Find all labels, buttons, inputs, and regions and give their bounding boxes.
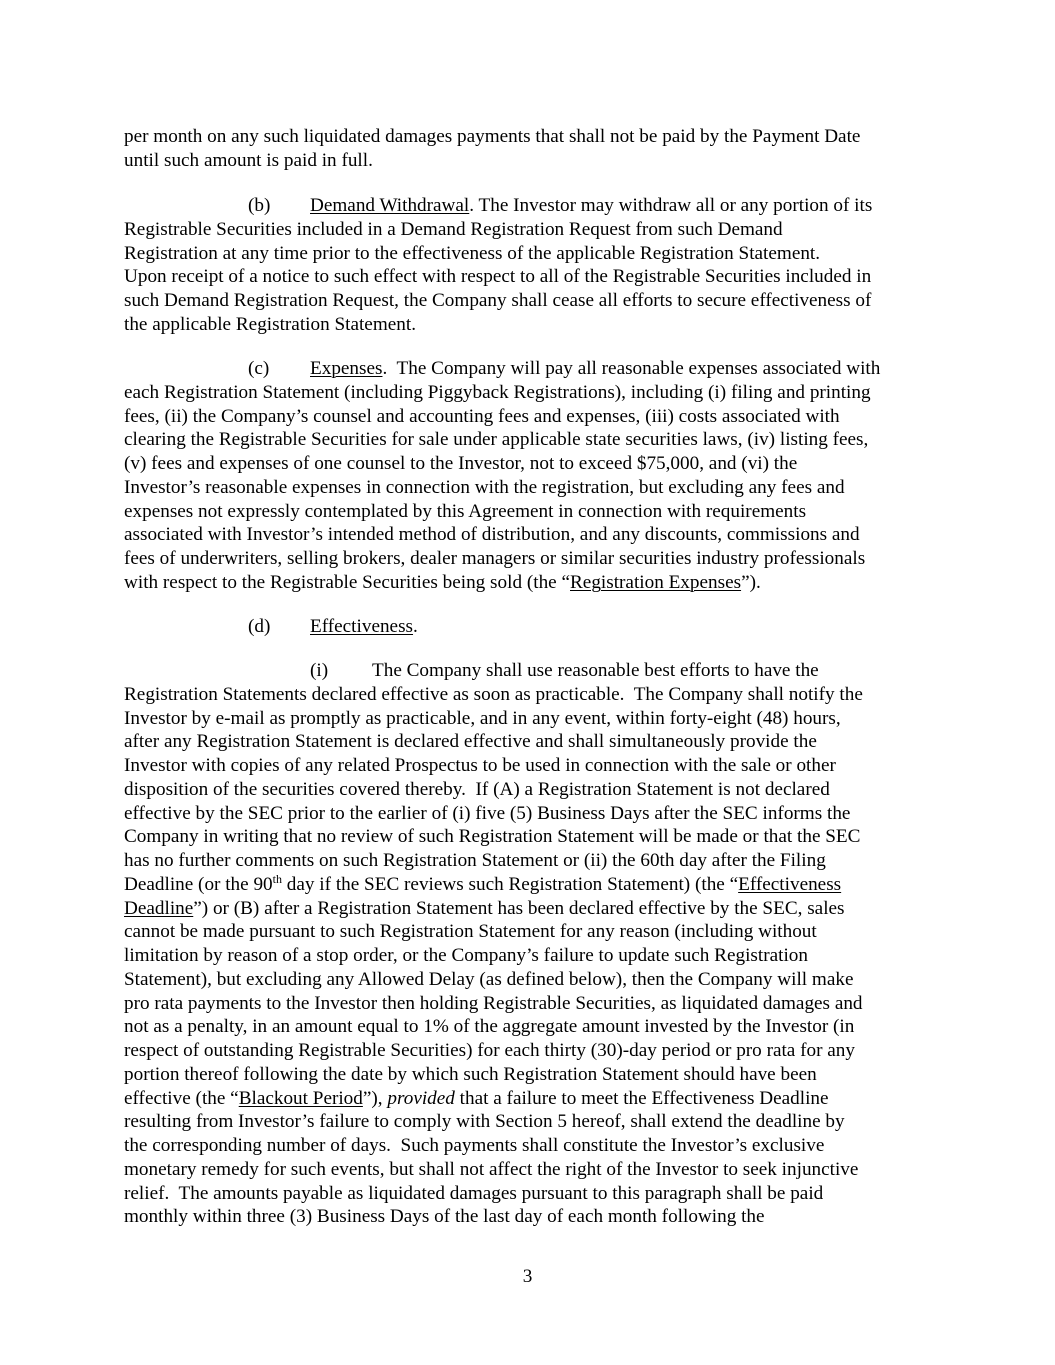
text-run: Deadline (or the 90 bbox=[124, 873, 273, 895]
text-line bbox=[124, 313, 416, 337]
text-line bbox=[124, 730, 817, 754]
text-line bbox=[124, 1134, 824, 1158]
text-run: ”). bbox=[741, 571, 761, 593]
text-line bbox=[124, 1158, 858, 1182]
text-run: has no further comments on such Registration Statement or (ii) the 60th day after the Filing bbox=[124, 850, 826, 871]
text-line bbox=[124, 802, 850, 826]
text-line bbox=[124, 381, 871, 405]
text-run: Registration at any time prior to the effectiveness of the applicable Registration Statement. bbox=[124, 242, 821, 264]
text-run: after any Registration Statement is declared effective and shall simultaneously provide the bbox=[124, 731, 817, 753]
text-run: the applicable Registration Statement. bbox=[124, 313, 416, 335]
superscript: th bbox=[272, 871, 282, 886]
text-line bbox=[124, 1039, 855, 1063]
text-line bbox=[124, 523, 860, 547]
text-run: expenses not expressly contemplated by this Agreement in connection with requirements bbox=[124, 500, 807, 522]
text-run: relief. The amounts payable as liquidated damages pursuant to this paragraph shall be paid bbox=[124, 1182, 824, 1204]
text-run: portion thereof following the date by which such Registration Statement should have been bbox=[124, 1063, 817, 1085]
defined-term: Demand Withdrawal bbox=[310, 195, 470, 216]
defined-term: Registration Expenses bbox=[570, 571, 742, 593]
text-line bbox=[124, 547, 865, 571]
section-number: (i) bbox=[310, 660, 329, 681]
text-line bbox=[124, 897, 845, 921]
text-run: Investor by e-mail as promptly as practicable, and in any event, within forty-eight (48) hours, bbox=[124, 707, 841, 729]
text-run: not as a penalty, in an amount equal to 1% of the aggregate amount invested by the Investor (in bbox=[124, 1016, 855, 1038]
italic-text: provided bbox=[387, 1087, 455, 1109]
text-line bbox=[124, 920, 817, 944]
text-run: respect of outstanding Registrable Securities) for each thirty (30)-day period or pro rata for any bbox=[124, 1040, 855, 1061]
text-run: The Company shall use reasonable best efforts to have the bbox=[372, 660, 819, 681]
text-run: Registration Statements declared effective as soon as practicable. The Company shall notify the bbox=[124, 683, 863, 705]
text-line bbox=[124, 289, 871, 313]
text-run: Company in writing that no review of such Registration Statement will be made or that the SEC bbox=[124, 826, 861, 848]
text-line bbox=[124, 405, 840, 429]
text-line bbox=[124, 428, 868, 452]
text-line bbox=[124, 452, 797, 476]
text-line bbox=[124, 1015, 854, 1039]
text-line bbox=[124, 1110, 845, 1134]
text-line bbox=[124, 242, 820, 266]
text-run: Statement), but excluding any Allowed Delay (as defined below), then the Company will make bbox=[124, 968, 854, 990]
defined-term: Expenses bbox=[310, 358, 383, 379]
text-line bbox=[310, 615, 418, 639]
text-run: cannot be made pursuant to such Registration Statement for any reason (including without bbox=[124, 921, 817, 943]
text-line bbox=[372, 659, 819, 683]
text-run: ”), bbox=[362, 1087, 388, 1109]
section-number: (d) bbox=[248, 616, 271, 637]
text-run: effective by the SEC prior to the earlier of (i) five (5) Business Days after the SEC informs the bbox=[124, 802, 851, 824]
text-line bbox=[124, 1182, 823, 1206]
text-run: per month on any such liquidated damages payments that shall not be paid by the Payment Date bbox=[124, 126, 861, 147]
text-run: that a failure to meet the Effectiveness Deadline bbox=[454, 1087, 829, 1109]
defined-term: Blackout Period bbox=[238, 1087, 363, 1109]
text-run: each Registration Statement (including Piggyback Registrations), including (i) filing and printing bbox=[124, 381, 871, 403]
text-line bbox=[124, 825, 860, 849]
text-run: limitation by reason of a stop order, or the Company’s failure to update such Registration bbox=[124, 945, 808, 966]
text-run: (v) fees and expenses of one counsel to the Investor, not to exceed $75,000, and (vi) the bbox=[124, 453, 798, 474]
text-run: Upon receipt of a notice to such effect with respect to all of the Registrable Securities included in bbox=[124, 266, 872, 288]
text-line bbox=[124, 265, 871, 289]
text-run: effective (the “ bbox=[124, 1087, 239, 1109]
page-number: 3 bbox=[522, 1266, 533, 1287]
text-line bbox=[124, 778, 830, 802]
text-run: . The Company will pay all reasonable expenses associated with bbox=[382, 358, 881, 379]
text-run: the corresponding number of days. Such payments shall constitute the Investor’s exclusive bbox=[124, 1135, 825, 1156]
text-run: resulting from Investor’s failure to comply with Section 5 hereof, shall extend the deadline by bbox=[124, 1111, 845, 1133]
text-line bbox=[124, 1087, 829, 1111]
text-run: Investor’s reasonable expenses in connection with the registration, but excluding any fees and bbox=[124, 476, 845, 498]
text-line bbox=[124, 992, 863, 1016]
text-line bbox=[124, 683, 863, 707]
text-line bbox=[124, 500, 806, 524]
text-run: ”) or (B) after a Registration Statement has been declared effective by the SEC, sales bbox=[193, 897, 845, 919]
text-run: monthly within three (3) Business Days of the last day of each month following the bbox=[124, 1206, 765, 1228]
text-run: clearing the Registrable Securities for sale under applicable state securities laws, (iv) listing fees, bbox=[124, 429, 869, 451]
text-run: with respect to the Registrable Securities being sold (the “ bbox=[124, 571, 570, 593]
text-line bbox=[124, 149, 373, 173]
text-run: day if the SEC reviews such Registration Statement) (the “ bbox=[282, 873, 739, 895]
text-line bbox=[310, 357, 880, 381]
text-line bbox=[124, 1205, 765, 1229]
text-run: . bbox=[413, 616, 418, 637]
text-line bbox=[124, 476, 845, 500]
defined-term: Effectiveness bbox=[310, 616, 414, 637]
text-run: associated with Investor’s intended method of distribution, and any discounts, commissions and bbox=[124, 524, 860, 546]
text-line bbox=[124, 707, 841, 731]
defined-term: Effectiveness bbox=[738, 873, 842, 895]
text-line bbox=[124, 125, 860, 149]
text-run: fees, (ii) the Company’s counsel and accounting fees and expenses, (iii) costs associated with bbox=[124, 405, 840, 427]
section-number: (c) bbox=[248, 358, 270, 379]
text-line bbox=[124, 218, 783, 242]
text-run: disposition of the securities covered thereby. If (A) a Registration Statement is not declared bbox=[124, 778, 830, 800]
text-line bbox=[124, 571, 761, 595]
text-run: Investor with copies of any related Prospectus to be used in connection with the sale or other bbox=[124, 755, 836, 776]
text-line bbox=[310, 194, 872, 218]
text-line bbox=[124, 944, 808, 968]
text-line bbox=[124, 968, 853, 992]
defined-term: Deadline bbox=[124, 897, 194, 919]
text-run: fees of underwriters, selling brokers, dealer managers or similar securities industry professionals bbox=[124, 548, 866, 569]
text-run: . The Investor may withdraw all or any portion of its bbox=[469, 195, 873, 216]
text-line bbox=[124, 1063, 817, 1087]
text-line bbox=[124, 849, 826, 873]
text-run: Registrable Securities included in a Demand Registration Request from such Demand bbox=[124, 218, 783, 240]
text-run: monetary remedy for such events, but shall not affect the right of the Investor to seek injunctive bbox=[124, 1158, 859, 1180]
text-run: such Demand Registration Request, the Company shall cease all efforts to secure effectiveness of bbox=[124, 290, 872, 311]
text-run: pro rata payments to the Investor then holding Registrable Securities, as liquidated damages and bbox=[124, 992, 863, 1014]
section-number: (b) bbox=[248, 195, 271, 216]
text-line bbox=[124, 754, 836, 778]
text-line bbox=[124, 873, 841, 897]
text-run: until such amount is paid in full. bbox=[124, 149, 373, 171]
